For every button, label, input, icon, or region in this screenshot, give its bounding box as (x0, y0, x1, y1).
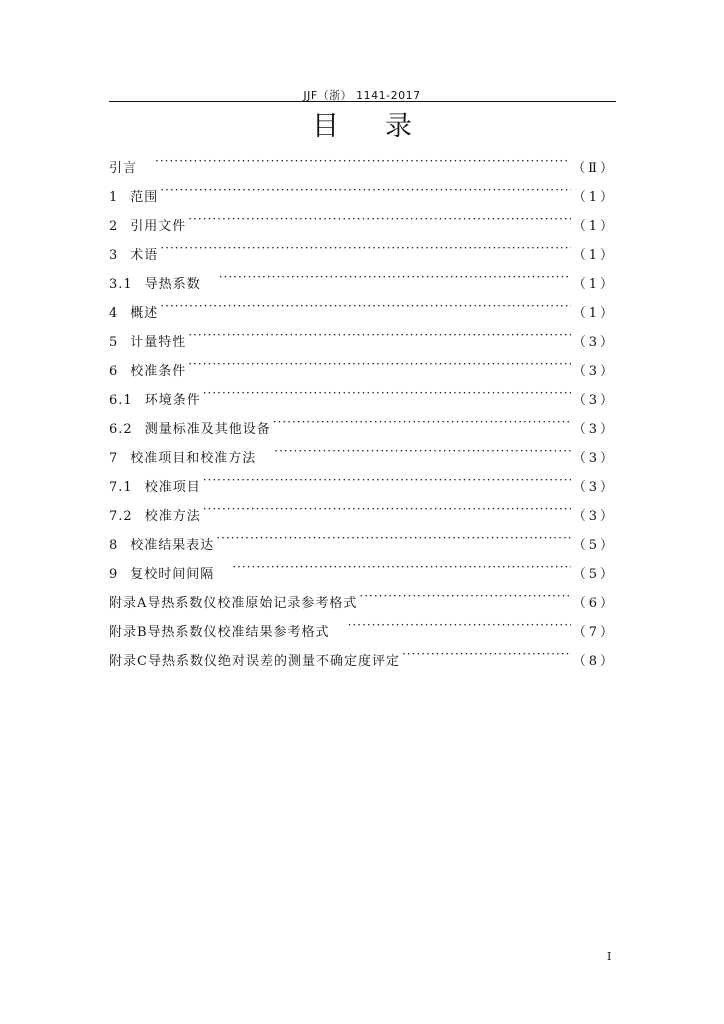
toc-entry-5[interactable] (109, 324, 616, 353)
toc-entry-page: （8） (572, 654, 616, 669)
toc-entry-text: 附录B导热系数仪校准结果参考格式 (109, 625, 330, 640)
toc-entry-number: 6.2 (109, 422, 133, 437)
toc-entry-6-2[interactable] (109, 411, 616, 440)
toc-entry-number: 8 (109, 538, 119, 553)
toc-entry-appendix-a[interactable] (109, 585, 616, 614)
title-char-2: 录 (385, 111, 458, 142)
dot-leader (216, 527, 570, 549)
toc-entry-page: （3） (572, 451, 616, 466)
toc-entry-3[interactable] (109, 237, 616, 266)
dot-leader (402, 643, 571, 665)
document-code: JJF（浙） 1141-2017 (303, 89, 421, 102)
toc-entry-4[interactable] (109, 295, 616, 324)
toc-entry-text: 校准项目和校准方法 (130, 451, 257, 466)
toc-entry-3-1[interactable] (109, 266, 616, 295)
dot-leader (188, 208, 570, 230)
toc-entry-text: 引言 (109, 161, 138, 176)
toc-entry-text: 概述 (130, 306, 159, 321)
dot-leader (232, 556, 570, 578)
page-title (0, 104, 724, 143)
toc-entry-appendix-b[interactable] (109, 614, 616, 643)
toc-entry-number: 5 (109, 335, 119, 350)
toc-entry-text: 校准方法 (144, 509, 201, 524)
toc-entry-8[interactable] (109, 527, 616, 556)
toc-entry-text: 范围 (130, 190, 159, 205)
toc-entry-number: 3 (109, 248, 119, 263)
dot-leader (155, 150, 570, 172)
toc-entry-page: （1） (572, 306, 616, 321)
dot-leader (160, 237, 570, 259)
toc-entry-number: 4 (109, 306, 119, 321)
dot-leader (203, 469, 571, 491)
toc-entry-number: 2 (109, 219, 119, 234)
toc-entry-text: 附录C导热系数仪绝对误差的测量不确定度评定 (109, 654, 400, 669)
toc-entry-number: 7 (109, 451, 119, 466)
dot-leader (203, 498, 571, 520)
toc-entry-text: 校准项目 (144, 480, 201, 495)
toc-entry-text: 校准条件 (130, 364, 187, 379)
toc-entry-1[interactable] (109, 179, 616, 208)
toc-entry-number: 9 (109, 567, 119, 582)
toc-entry-text: 术语 (130, 248, 159, 263)
dot-leader (273, 411, 571, 433)
toc-entry-page: （3） (572, 393, 616, 408)
dot-leader (359, 585, 570, 607)
toc-entry-number: 7.2 (109, 509, 133, 524)
dot-leader (188, 324, 570, 346)
toc-entry-page: （1） (572, 219, 616, 234)
toc-entry-9[interactable] (109, 556, 616, 585)
toc-entry-page: （3） (572, 422, 616, 437)
toc-entry-7[interactable] (109, 440, 616, 469)
toc-entry-text: 导热系数 (144, 277, 201, 292)
toc-entry-page: （5） (572, 567, 616, 582)
toc-entry-page: （1） (572, 190, 616, 205)
header-rule (109, 101, 616, 102)
toc-entry-text: 环境条件 (144, 393, 201, 408)
toc-entry-number: 3.1 (109, 277, 133, 292)
toc-entry-number: 6.1 (109, 393, 133, 408)
toc-entry-text: 计量特性 (130, 335, 187, 350)
dot-leader (274, 440, 570, 462)
toc-entry-page: （5） (572, 538, 616, 553)
toc-entry-appendix-c[interactable] (109, 643, 616, 672)
table-of-contents (109, 150, 616, 672)
dot-leader (203, 382, 571, 404)
toc-entry-page: （Ⅱ） (572, 161, 616, 176)
toc-entry-page: （6） (572, 596, 616, 611)
toc-entry-7-1[interactable] (109, 469, 616, 498)
toc-entry-text: 复校时间间隔 (130, 567, 215, 582)
toc-entry-page: （7） (572, 625, 616, 640)
toc-entry-text: 测量标准及其他设备 (144, 422, 271, 437)
toc-entry-number: 7.1 (109, 480, 133, 495)
dot-leader (188, 353, 570, 375)
dot-leader (348, 614, 571, 636)
toc-entry-page: （3） (572, 480, 616, 495)
dot-leader (160, 295, 570, 317)
dot-leader (160, 179, 570, 201)
toc-entry-7-2[interactable] (109, 498, 616, 527)
dot-leader (219, 266, 571, 288)
toc-entry-page: （1） (572, 248, 616, 263)
toc-entry-text: 校准结果表达 (130, 538, 215, 553)
toc-entry-6-1[interactable] (109, 382, 616, 411)
title-char-1: 目 (312, 111, 385, 142)
toc-entry-page: （3） (572, 509, 616, 524)
toc-entry-page: （3） (572, 335, 616, 350)
toc-entry-text: 附录A导热系数仪校准原始记录参考格式 (109, 596, 358, 611)
toc-entry-number: 6 (109, 364, 119, 379)
toc-entry-intro[interactable] (109, 150, 616, 179)
toc-entry-page: （1） (572, 277, 616, 292)
toc-entry-6[interactable] (109, 353, 616, 382)
toc-entry-2[interactable] (109, 208, 616, 237)
toc-entry-number: 1 (109, 190, 119, 205)
page-number: I (607, 950, 612, 963)
toc-entry-text: 引用文件 (130, 219, 187, 234)
toc-entry-page: （3） (572, 364, 616, 379)
